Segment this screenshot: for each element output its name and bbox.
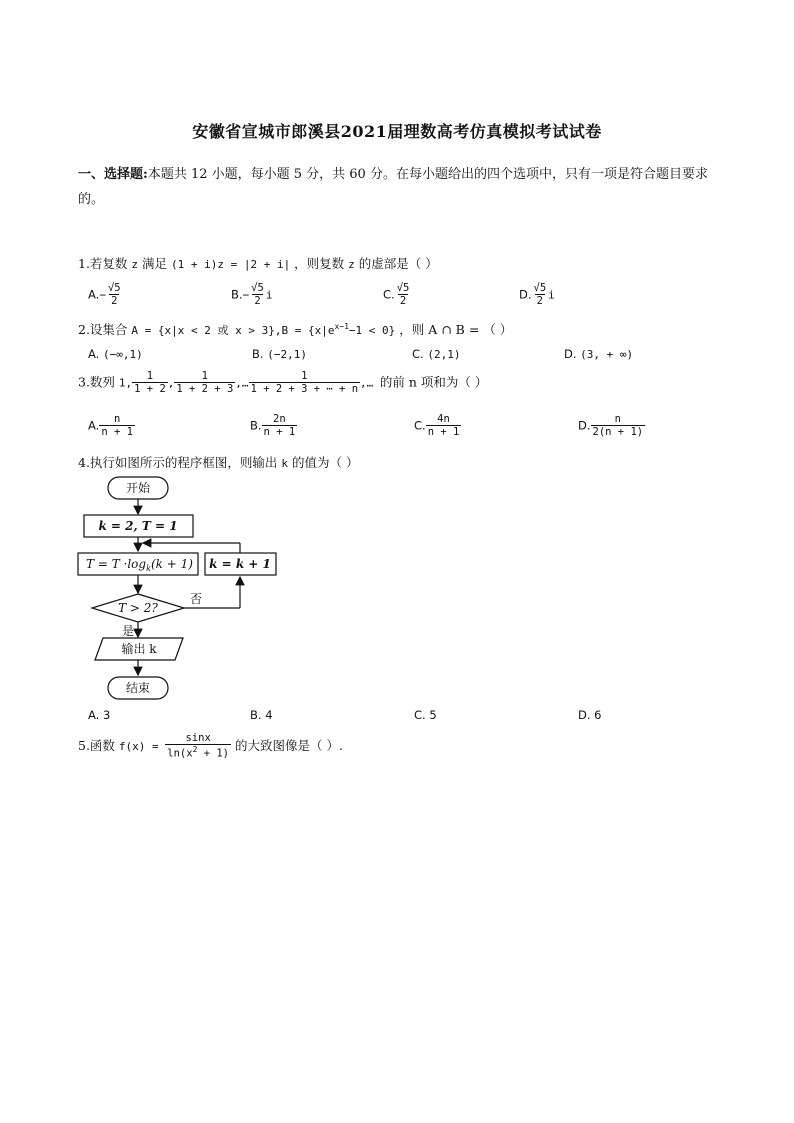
q4-option-c[interactable]	[414, 708, 437, 722]
option-text: (3, + ∞)	[580, 348, 634, 361]
option-text: 5	[429, 708, 437, 722]
numerator: √5	[251, 282, 264, 294]
q2-suffix: ，则 A ∩ B = （ ）	[395, 322, 513, 337]
numerator: n	[614, 413, 621, 425]
q5-prefix: 5.函数	[78, 737, 119, 753]
option-letter: A.	[88, 287, 100, 302]
q1-suffix: 的虚部是（ ）	[354, 256, 438, 271]
denominator: 2(n + 1)	[592, 426, 644, 439]
flow-no-label: 否	[190, 592, 203, 606]
option-text: 6	[594, 708, 602, 722]
flow-yes-label: 是	[122, 624, 135, 638]
denominator: n + 1	[263, 426, 296, 439]
denominator	[165, 744, 231, 760]
numerator: √5	[533, 282, 547, 294]
q2-set-b-tail: −1 < 0}	[348, 324, 396, 337]
q3-ellipsis: …	[241, 376, 249, 390]
option-text: (2,1)	[427, 348, 461, 361]
numerator: 1	[201, 370, 208, 382]
denominator: 2	[399, 295, 407, 308]
option-tail: i	[265, 288, 273, 302]
option-letter: B.	[252, 347, 264, 361]
option-letter: A.	[88, 418, 100, 433]
option-sign: −	[242, 288, 250, 302]
numerator: √5	[107, 282, 121, 294]
q4-text-b: 的值为（ ）	[288, 455, 359, 470]
numerator: 4n	[437, 413, 450, 425]
section-heading: 一、选择题:	[78, 167, 148, 182]
flow-decision-label: T > 2?	[118, 601, 158, 615]
denominator: 2	[254, 295, 261, 308]
option-text: (−∞,1)	[102, 348, 143, 361]
option-letter: A.	[88, 347, 100, 361]
q1-prefix: 1.若复数	[78, 256, 132, 271]
numerator: √5	[396, 282, 410, 294]
q2-set-a: A = {x|x < 2 或 x > 3}	[131, 324, 275, 337]
option-letter: D.	[578, 418, 591, 433]
q2-set-b-head: ,B = {x|e	[274, 324, 335, 337]
q1-equation: (1 + i)z = |2 + i|	[170, 258, 291, 271]
denominator: n + 1	[101, 426, 133, 439]
q3-first-term: 1,	[118, 376, 133, 390]
den-tail: + 1)	[197, 747, 229, 760]
numerator: 2n	[273, 413, 286, 425]
option-letter: B.	[250, 708, 262, 722]
question-3: 3.数列 1, $\frac{1}{1 + 2}$ , $\frac{1}{1 + 2 + 3}$ ,… $\frac{1}{1 + 2 + 3 + \cdots + n}$ ,… 的前 n 项和为（ ）	[78, 370, 488, 396]
numerator: 1	[301, 370, 308, 382]
q1-mid1: 满足	[138, 256, 171, 271]
section-description: 本题共 12 小题，每小题 5 分，共 60 分。在每小题给出的四个选项中，只有一项是符合题目要求的。	[78, 167, 708, 207]
option-sign: −	[99, 288, 106, 302]
option-text: 4	[265, 708, 273, 722]
q4-text-a: 4.执行如图所示的程序框图，则输出	[78, 455, 282, 470]
option-letter: D.	[519, 287, 532, 302]
q4-option-d[interactable]	[578, 708, 602, 722]
denominator: 2	[111, 295, 118, 308]
option-tail: i	[548, 288, 555, 302]
option-letter: A.	[88, 708, 100, 722]
flow-start-label: 开始	[125, 481, 151, 495]
option-letter: C.	[412, 347, 424, 361]
flow-init-label: k = 2, T = 1	[98, 519, 178, 533]
flow-process-label: $T = T \cdot\log_k(k + 1)$	[86, 557, 193, 573]
q3-suffix: 的前 n 项和为（ ）	[379, 374, 488, 390]
q3-prefix: 3.数列	[78, 374, 119, 390]
question-5	[78, 733, 343, 760]
q5-function: f(x) =	[118, 739, 166, 753]
flow-update-label: k = k + 1	[209, 557, 271, 571]
q1-var: z	[131, 258, 139, 271]
den-exponent: 2	[192, 745, 198, 755]
q4-option-a[interactable]	[88, 708, 110, 722]
q2-prefix: 2.设集合	[78, 322, 132, 337]
q4-var: k	[281, 457, 289, 470]
flow-end-label: 结束	[125, 681, 151, 695]
q3-tail: ,…	[360, 376, 380, 390]
page-title: 安徽省宣城市郎溪县2021届理数高考仿真模拟考试试卷	[192, 122, 602, 141]
denominator: 1 + 2	[134, 383, 166, 396]
flow-output-label: 输出 k	[121, 642, 157, 656]
option-letter: D.	[564, 347, 577, 361]
option-letter: D.	[578, 708, 591, 722]
numerator: sinx	[185, 732, 211, 744]
denominator: 2	[536, 295, 543, 308]
numerator: n	[113, 413, 121, 425]
q4-option-b[interactable]	[250, 708, 273, 722]
option-letter: C.	[414, 418, 426, 433]
denominator: 1 + 2 + 3 + ⋯ + n	[250, 383, 359, 396]
option-letter: C.	[383, 287, 395, 302]
den-head: ln(x	[167, 747, 193, 760]
option-letter: C.	[414, 708, 426, 722]
option-letter: B.	[250, 418, 262, 433]
option-text: 3	[102, 708, 111, 722]
q5-fraction	[165, 733, 231, 760]
q2-exponent: x−1	[334, 321, 349, 331]
q1-mid2: ，则复数	[290, 256, 349, 271]
denominator: 1 + 2 + 3	[176, 383, 234, 396]
q5-suffix: 的大致图像是（ ）.	[231, 737, 343, 753]
q1-var2: z	[348, 258, 355, 271]
numerator: 1	[146, 370, 154, 382]
denominator: n + 1	[427, 426, 460, 439]
option-text: (−2,1)	[267, 348, 307, 361]
option-letter: B.	[231, 287, 243, 302]
